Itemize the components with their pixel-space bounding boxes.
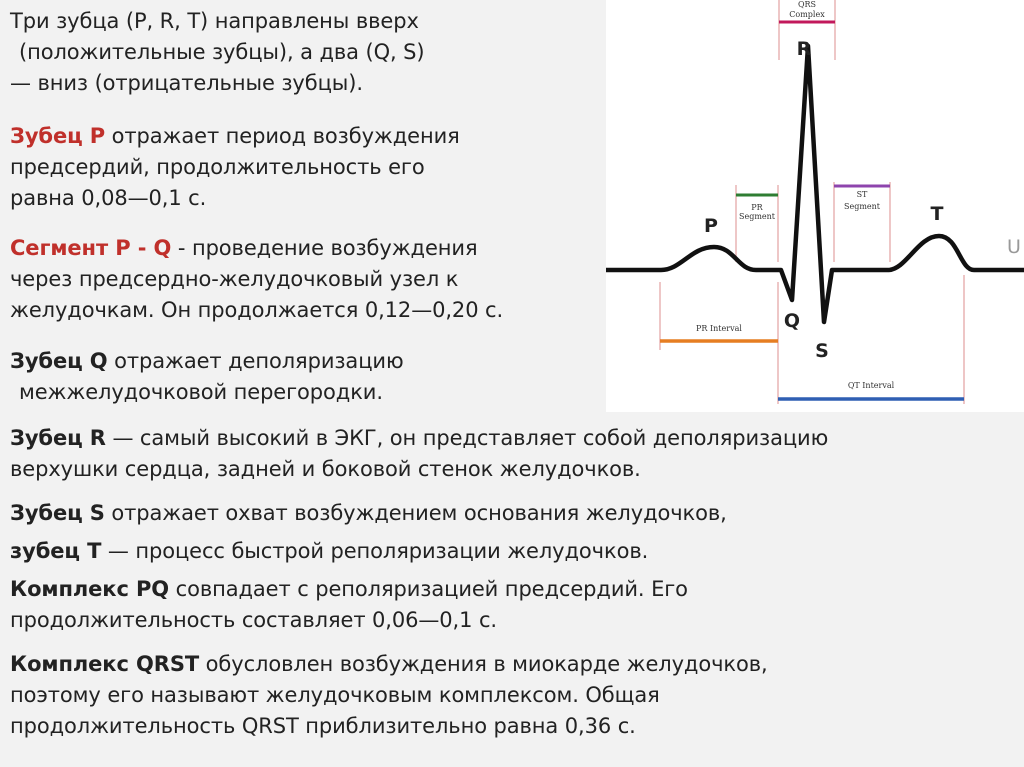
s-wave-title: Зубец S (10, 501, 105, 525)
q-wave-paragraph (10, 346, 404, 408)
qrst-complex-line-3: продолжительность QRST приблизительно равна 0,36 с. (10, 714, 636, 738)
p-wave-line-2: предсердий, продолжительность его (10, 155, 425, 179)
ecg-diagram-svg (606, 0, 1024, 412)
qrst-complex-line-2: поэтому его называют желудочковым комплексом. Общая (10, 683, 660, 707)
r-wave-text: — самый высокий в ЭКГ, он представляет собой деполяризацию (105, 426, 829, 450)
label-s: S (815, 340, 829, 362)
pq-complex-paragraph (10, 574, 688, 636)
label-q: Q (783, 310, 801, 332)
st-segment-label-2: Segment (843, 202, 881, 211)
label-u: U (1007, 236, 1021, 258)
label-t: T (930, 203, 944, 225)
t-wave-text: — процесс быстрой реполяризации желудочков. (101, 539, 649, 563)
q-wave-line-2: межжелудочковой перегородки. (19, 380, 383, 404)
qt-interval-label: QT Interval (847, 381, 895, 390)
pr-interval-label: PR Interval (696, 324, 742, 333)
pq-complex-text: совпадает с реполяризацией предсердий. Его (169, 577, 688, 601)
p-wave-text: отражает период возбуждения (105, 124, 460, 148)
p-wave-title: Зубец Р (10, 124, 106, 148)
intro-line-2: (положительные зубцы), а два (Q, S) (19, 40, 425, 64)
label-r: R (796, 38, 812, 60)
q-wave-text: отражает деполяризацию (107, 349, 404, 373)
p-wave-paragraph (10, 121, 460, 214)
pq-segment-text: - проведение возбуждения (171, 236, 478, 260)
p-wave-line-3: равна 0,08—0,1 с. (10, 186, 207, 210)
qrs-label-2: Complex (789, 10, 825, 19)
intro-line-3: — вниз (отрицательные зубцы). (10, 71, 363, 95)
pr-segment-label-1: PR (751, 203, 763, 212)
pq-segment-line-2: через предсердно-желудочковый узел к (10, 267, 459, 291)
intro-paragraph (10, 6, 425, 99)
pq-complex-title: Комплекс PQ (10, 577, 170, 601)
q-wave-title: Зубец Q (10, 349, 108, 373)
pq-segment-paragraph (10, 233, 503, 326)
st-segment-label-1: ST (856, 190, 868, 199)
s-wave-text: отражает охват возбуждением основания желудочков, (104, 501, 727, 525)
pq-segment-title: Сегмент P - Q (10, 236, 172, 260)
qrs-label-1: QRS (797, 0, 817, 9)
qrst-complex-title: Комплекс QRST (10, 652, 200, 676)
pr-segment-label-2: Segment (738, 212, 776, 221)
pq-segment-line-3: желудочкам. Он продолжается 0,12—0,20 с. (10, 298, 504, 322)
qrst-complex-paragraph (10, 649, 768, 742)
s-wave-paragraph (10, 498, 727, 529)
t-wave-title: зубец Т (10, 539, 102, 563)
r-wave-title: Зубец R (10, 426, 106, 450)
r-wave-line-2: верхушки сердца, задней и боковой стенок желудочков. (10, 457, 641, 481)
r-wave-paragraph (10, 423, 828, 485)
label-p: P (704, 215, 718, 237)
ecg-diagram (606, 0, 1024, 412)
t-wave-paragraph (10, 536, 648, 567)
ecg-trace (606, 46, 1024, 322)
pq-complex-line-2: продолжительность составляет 0,06—0,1 с. (10, 608, 497, 632)
intro-line-1: Три зубца (P, R, T) направлены вверх (10, 9, 419, 33)
qrst-complex-text: обусловлен возбуждения в миокарде желудочков, (199, 652, 768, 676)
